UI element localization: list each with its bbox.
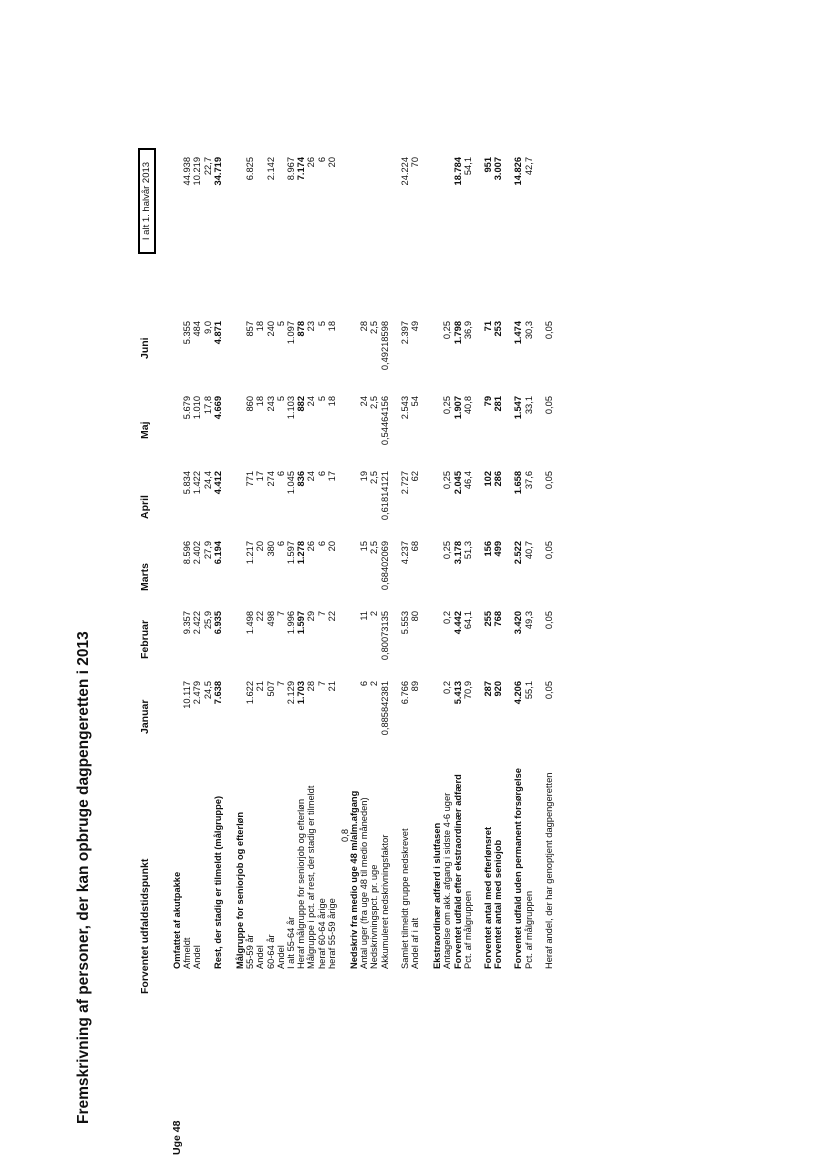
table-cell: 5.679: [182, 396, 193, 420]
table-cell: 0,25: [442, 321, 453, 340]
table-cell: 836: [296, 471, 307, 487]
month-header-0: Januar: [139, 699, 151, 734]
table-cell: 18: [326, 321, 337, 332]
row-label: Andel: [255, 945, 266, 969]
table-cell: 40,8: [462, 396, 473, 415]
table-cell: 49,3: [523, 611, 534, 630]
table-cell: 11: [359, 611, 370, 621]
table-cell: 23: [306, 321, 317, 332]
table-cell: 0,2: [442, 611, 453, 624]
table-cell: 1.597: [296, 611, 307, 635]
table-cell: 484: [192, 321, 203, 337]
table-cell: 1.498: [245, 611, 256, 635]
table-cell: 3.007: [493, 157, 504, 181]
table-cell: 1.045: [286, 471, 296, 495]
table-cell: 24: [359, 396, 370, 407]
table-cell: 2,5: [369, 471, 380, 484]
table-cell: 274: [265, 471, 276, 487]
row-label: Forventet udfald uden permanent forsørgelse: [513, 768, 524, 969]
table-cell: 24.224: [399, 157, 410, 186]
table-cell: 9,0: [202, 321, 213, 334]
table-cell: 6.825: [245, 157, 256, 181]
table-cell: 26: [306, 157, 317, 168]
label-column-header: Forventet udfaldstidspunkt: [139, 858, 151, 994]
row-label: Nedskriv fra medio uge 48 m/alm.afgang: [349, 790, 359, 969]
table-cell: 0,05: [543, 396, 554, 415]
table-cell: 1.097: [286, 321, 296, 345]
table-cell: 4.206: [513, 681, 524, 705]
table-cell: 19: [359, 471, 370, 482]
table-cell: 2.045: [452, 471, 463, 495]
row-label: Pct. af målgruppen: [462, 890, 473, 969]
table-cell: 0,68402069: [379, 541, 390, 591]
table-cell: 70,9: [462, 681, 473, 700]
table-cell: 18: [255, 396, 266, 407]
table-cell: 24: [306, 471, 317, 482]
table-cell: 29: [306, 611, 317, 622]
table-cell: 5: [275, 321, 286, 327]
row-label: Forventet antal med seniojob: [493, 839, 504, 969]
table-cell: 2.129: [286, 681, 296, 705]
table-cell: 18.784: [452, 157, 463, 186]
table-cell: 0,2: [442, 681, 453, 694]
table-cell: 36,9: [462, 321, 473, 340]
row-label: heraf 60-64 årige: [316, 898, 327, 969]
table-cell: 17,8: [202, 396, 213, 415]
table-cell: 64,1: [462, 611, 473, 630]
row-label: Forventet antal med efterlønsret: [483, 826, 493, 969]
table-cell: 0,25: [442, 471, 453, 490]
table-cell: 24,5: [202, 681, 213, 700]
table-cell: 54: [410, 396, 420, 407]
table-cell: 3.178: [452, 541, 463, 565]
table-cell: 28: [359, 321, 370, 332]
table-cell: 22: [326, 611, 337, 622]
table-cell: 68: [410, 541, 420, 552]
table-cell: 4.412: [212, 471, 223, 495]
table-cell: 46,4: [462, 471, 473, 490]
table-cell: 286: [493, 471, 504, 487]
table-cell: 255: [483, 611, 493, 627]
table-cell: 2: [369, 681, 380, 687]
row-label: Heraf målgruppe for seniorjob og efterløn: [296, 798, 307, 969]
month-header-5: Juni: [139, 337, 151, 359]
row-label: Antal uger (fra uge 48 til medio måneden): [359, 797, 370, 969]
month-header-4: Maj: [139, 421, 151, 439]
table-cell: 253: [493, 321, 504, 337]
table-cell: 0,80073135: [379, 611, 390, 661]
table-cell: 6.935: [212, 611, 223, 635]
table-cell: 860: [245, 396, 256, 412]
week-label: Uge 48: [171, 1120, 183, 1155]
table-cell: 6: [275, 541, 286, 547]
table-cell: 0,61814121: [379, 471, 390, 521]
table-cell: 21: [326, 681, 337, 692]
total-column-header: I alt 1. halvår 2013: [138, 148, 156, 254]
table-cell: 507: [265, 681, 276, 697]
table-cell: 79: [483, 396, 493, 407]
table-cell: 4.871: [212, 321, 223, 345]
table-cell: 1.547: [513, 396, 524, 420]
table-cell: 7: [275, 681, 286, 687]
table-cell: 240: [265, 321, 276, 337]
table-cell: 28: [306, 681, 317, 692]
table-cell: 55,1: [523, 681, 534, 700]
table-cell: 2.397: [399, 321, 410, 345]
row-label: I alt 55-64 år: [286, 916, 296, 969]
table-cell: 6: [275, 471, 286, 477]
table-cell: 499: [493, 541, 504, 557]
table-cell: 2,5: [369, 396, 380, 409]
row-label: Akkumuleret nedskrivningsfaktor: [379, 834, 390, 969]
table-cell: 8.967: [286, 157, 296, 181]
table-cell: 1.996: [286, 611, 296, 635]
month-header-2: Marts: [139, 562, 151, 591]
row-label: Samlet tilmeldt gruppe nedskrevet: [399, 828, 410, 969]
table-cell: 26: [306, 541, 317, 552]
table-cell: 2.522: [513, 541, 524, 565]
table-cell: 498: [265, 611, 276, 627]
table-cell: 2.422: [192, 611, 203, 635]
table-cell: 25,9: [202, 611, 213, 630]
side-value: 0,8: [340, 829, 350, 842]
table-cell: 951: [483, 157, 493, 173]
table-cell: 21: [255, 681, 266, 692]
table-cell: 2.727: [399, 471, 410, 495]
table-cell: 6: [316, 157, 327, 163]
table-cell: 10.219: [192, 157, 203, 186]
table-cell: 2: [369, 611, 380, 617]
page-title: Fremskrivning af personer, der kan opbruge dagpengeretten i 2013: [75, 631, 92, 1124]
table-cell: 42,7: [523, 157, 534, 176]
table-cell: 22,7: [202, 157, 213, 176]
table-cell: 281: [493, 396, 504, 412]
row-label: Antagelse om akk. afgang i sidste 4-6 uger: [442, 792, 453, 969]
table-cell: 37,6: [523, 471, 534, 490]
table-cell: 6.766: [399, 681, 410, 705]
table-cell: 70: [410, 157, 420, 168]
row-label: Pct. af målgruppen: [523, 890, 534, 969]
table-cell: 49: [410, 321, 420, 332]
table-cell: 51,3: [462, 541, 473, 560]
table-cell: 1.798: [452, 321, 463, 345]
table-cell: 17: [326, 471, 337, 482]
table-cell: 24: [306, 396, 317, 407]
row-label: Omfattet af akutpakke: [172, 871, 182, 969]
table-cell: 1.010: [192, 396, 203, 420]
row-label: Målgruppe for seniorjob og efterløn: [235, 811, 245, 969]
table-cell: 1.597: [286, 541, 296, 565]
table-cell: 1.422: [192, 471, 203, 495]
table-cell: 17: [255, 471, 266, 482]
table-cell: 2.543: [399, 396, 410, 420]
table-cell: 89: [410, 681, 420, 692]
table-cell: 0,05: [543, 611, 554, 630]
table-cell: 380: [265, 541, 276, 557]
table-cell: 18: [255, 321, 266, 332]
row-label: 55-59 år: [245, 934, 256, 969]
row-label: heraf 55-59 årige: [326, 898, 337, 969]
month-header-1: Februar: [139, 619, 151, 659]
table-cell: 7: [316, 611, 327, 617]
table-cell: 1.907: [452, 396, 463, 420]
table-cell: 1.474: [513, 321, 524, 345]
table-cell: 878: [296, 321, 307, 337]
table-cell: 80: [410, 611, 420, 622]
table-cell: 44.938: [182, 157, 193, 186]
table-cell: 40,7: [523, 541, 534, 560]
table-cell: 15: [359, 541, 370, 552]
table-cell: 768: [493, 611, 504, 627]
table-cell: 0,54464156: [379, 396, 390, 446]
table-cell: 71: [483, 321, 493, 332]
table-cell: 6: [316, 471, 327, 477]
table-cell: 2.402: [192, 541, 203, 565]
table-cell: 0,05: [543, 681, 554, 700]
table-cell: 5.355: [182, 321, 193, 345]
table-cell: 857: [245, 321, 256, 337]
table-cell: 5.834: [182, 471, 193, 495]
table-cell: 0,885842381: [379, 681, 390, 736]
table-cell: 24,4: [202, 471, 213, 490]
table-cell: 2,5: [369, 541, 380, 554]
row-label: 60-64 år: [265, 934, 276, 969]
table-cell: 6: [316, 541, 327, 547]
table-cell: 2.479: [192, 681, 203, 705]
table-cell: 2,5: [369, 321, 380, 334]
table-cell: 1.103: [286, 396, 296, 420]
table-cell: 8.596: [182, 541, 193, 565]
table-cell: 0,05: [543, 471, 554, 490]
table-cell: 771: [245, 471, 256, 487]
table-cell: 34.719: [212, 157, 223, 186]
table-cell: 5.553: [399, 611, 410, 635]
row-label: Rest, der stadig er tilmeldt (målgruppe): [212, 795, 223, 969]
table-cell: 287: [483, 681, 493, 697]
table-cell: 6.194: [212, 541, 223, 565]
table-cell: 5: [316, 396, 327, 402]
table-cell: 1.658: [513, 471, 524, 495]
table-cell: 7.638: [212, 681, 223, 705]
table-cell: 20: [326, 157, 337, 168]
table-cell: 0,49218598: [379, 321, 390, 371]
table-cell: 2.142: [265, 157, 276, 181]
table-cell: 20: [255, 541, 266, 552]
table-cell: 5.413: [452, 681, 463, 705]
table-cell: 27,9: [202, 541, 213, 560]
table-cell: 1.622: [245, 681, 256, 705]
table-cell: 4.669: [212, 396, 223, 420]
table-cell: 7: [316, 681, 327, 687]
table-cell: 5: [275, 396, 286, 402]
table-cell: 54,1: [462, 157, 473, 176]
table-cell: 6: [359, 681, 370, 687]
table-cell: 33,1: [523, 396, 534, 415]
table-cell: 1.278: [296, 541, 307, 565]
table-cell: 9.357: [182, 611, 193, 635]
row-label: Andel: [192, 945, 203, 969]
table-cell: 0,05: [543, 541, 554, 560]
table-cell: 1.217: [245, 541, 256, 565]
month-header-3: April: [139, 495, 151, 519]
table-cell: 7: [275, 611, 286, 617]
table-cell: 62: [410, 471, 420, 482]
table-cell: 0,25: [442, 541, 453, 560]
table-cell: 920: [493, 681, 504, 697]
table-cell: 14.826: [513, 157, 524, 186]
row-label: Afmeldt: [182, 937, 193, 969]
table-cell: 0,05: [543, 321, 554, 340]
table-cell: 22: [255, 611, 266, 622]
table-cell: 10.117: [182, 681, 193, 709]
table-cell: 7.174: [296, 157, 307, 181]
table-cell: 156: [483, 541, 493, 557]
table-cell: 20: [326, 541, 337, 552]
row-label: Forventet udfald efter ekstraordinær adfærd: [452, 774, 463, 969]
table-cell: 4.442: [452, 611, 463, 635]
table-cell: 1.703: [296, 681, 307, 705]
table-cell: 243: [265, 396, 276, 412]
table-cell: 0,25: [442, 396, 453, 415]
table-cell: 882: [296, 396, 307, 412]
table-cell: 18: [326, 396, 337, 407]
table-cell: 30,3: [523, 321, 534, 340]
row-label: Andel: [275, 945, 286, 969]
row-label: Ekstraordinær adfærd i slutfasen: [432, 822, 443, 969]
row-label: Målgruppe i pct. af rest, der stadig er tilmeldt: [306, 785, 317, 969]
table-cell: 3.420: [513, 611, 524, 635]
row-label: Nedskrivningspct. pr. uge: [369, 864, 380, 969]
table-cell: 5: [316, 321, 327, 327]
table-cell: 102: [483, 471, 493, 487]
row-label: Andel af i alt: [410, 917, 420, 969]
table-cell: 4.237: [399, 541, 410, 565]
row-label: Heraf andel, der har genoptjent dagpengeretten: [543, 772, 554, 969]
